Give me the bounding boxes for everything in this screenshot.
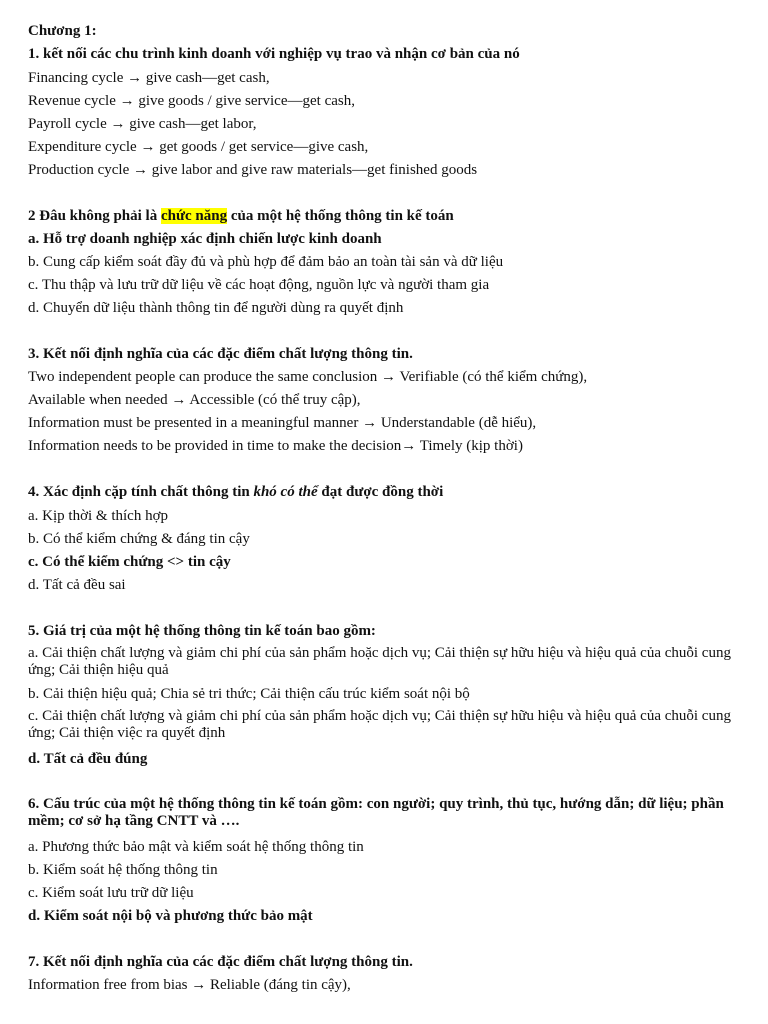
q3-line-3: Information must be presented in a meaningful manner → Understandable (dễ hiểu), <box>28 415 537 431</box>
q5-option-a: a. Cải thiện chất lượng và giảm chi phí của sản phẩm hoặc dịch vụ; Cải thiện sự hữu hiệu và hiệu quả của chuỗi cung ứng; Cải thiện hiệu quả <box>28 645 731 678</box>
q4-option-d: d. Tất cả đều sai <box>28 577 126 593</box>
q4-title-post: đạt được đồng thời <box>317 484 444 500</box>
q5-option-d: d. Tất cả đều đúng <box>28 751 148 767</box>
q2-option-b: b. Cung cấp kiểm soát đầy đủ và phù hợp để đảm bảo an toàn tài sản và dữ liệu <box>28 254 504 270</box>
question-1-title: 1. kết nối các chu trình kinh doanh với nghiệp vụ trao và nhận cơ bản của nó <box>28 46 520 62</box>
q2-option-c: c. Thu thập và lưu trữ dữ liệu về các hoạt động, nguồn lực và người tham gia <box>28 277 490 293</box>
q3-line-2: Available when needed → Accessible (có thể truy cập), <box>28 392 361 408</box>
q2-option-a: a. Hỗ trợ doanh nghiệp xác định chiến lược kinh doanh <box>28 231 382 247</box>
q5-option-c: c. Cải thiện chất lượng và giảm chi phí của sản phẩm hoặc dịch vụ; Cải thiện sự hữu hiệu và hiệu quả của chuỗi cung ứng; Cải thiện việc ra quyết định <box>28 708 731 741</box>
q1-line-3: Payroll cycle → give cash—get labor, <box>28 116 257 132</box>
q7-line-1: Information free from bias → Reliable (đáng tin cậy), <box>28 977 351 993</box>
q4-title-pre: 4. Xác định cặp tính chất thông tin <box>28 484 254 500</box>
q2-option-d: d. Chuyển dữ liệu thành thông tin để người dùng ra quyết định <box>28 300 404 316</box>
q3-line-4: Information needs to be provided in time to make the decision→ Timely (kịp thời) <box>28 438 523 454</box>
q2-title-highlight: chức năng <box>160 208 228 224</box>
question-4-title <box>28 483 748 501</box>
chapter-heading: Chương 1: <box>28 23 97 39</box>
question-6-title: 6. Cấu trúc của một hệ thống thông tin kế toán gồm: con người; quy trình, thủ tục, hướng dẫn; dữ liệu; phần mềm; cơ sở hạ tầng CNTT và …. <box>28 796 724 829</box>
question-3-title: 3. Kết nối định nghĩa của các đặc điểm chất lượng thông tin. <box>28 346 413 362</box>
q1-line-1: Financing cycle → give cash—get cash, <box>28 70 270 86</box>
q4-option-a: a. Kịp thời & thích hợp <box>28 508 169 524</box>
q4-option-c: c. Có thể kiểm chứng <> tin cậy <box>28 554 231 570</box>
question-5-title: 5. Giá trị của một hệ thống thông tin kế toán bao gồm: <box>28 623 376 639</box>
q6-option-b: b. Kiểm soát hệ thống thông tin <box>28 862 218 878</box>
q1-line-5: Production cycle → give labor and give raw materials—get finished goods <box>28 162 478 178</box>
q5-option-b: b. Cải thiện hiệu quả; Chia sẻ tri thức; Cải thiện cấu trúc kiểm soát nội bộ <box>28 686 470 702</box>
question-2-title <box>28 207 748 225</box>
q6-option-d: d. Kiểm soát nội bộ và phương thức bảo mật <box>28 908 313 924</box>
q1-line-2: Revenue cycle → give goods / give service—get cash, <box>28 93 355 109</box>
q1-line-4: Expenditure cycle → get goods / get service—give cash, <box>28 139 369 155</box>
q6-option-c: c. Kiểm soát lưu trữ dữ liệu <box>28 885 194 901</box>
q4-title-italic: khó có thể <box>253 484 318 500</box>
q2-title-post: của một hệ thống thông tin kế toán <box>227 208 454 224</box>
q6-option-a: a. Phương thức bảo mật và kiểm soát hệ thống thông tin <box>28 839 364 855</box>
question-7-title: 7. Kết nối định nghĩa của các đặc điểm chất lượng thông tin. <box>28 954 413 970</box>
q3-line-1: Two independent people can produce the same conclusion → Verifiable (có thể kiểm chứng), <box>28 369 588 385</box>
q4-option-b: b. Có thể kiểm chứng & đáng tin cậy <box>28 531 250 547</box>
q2-title-pre: 2 Đâu không phải là <box>28 208 161 224</box>
